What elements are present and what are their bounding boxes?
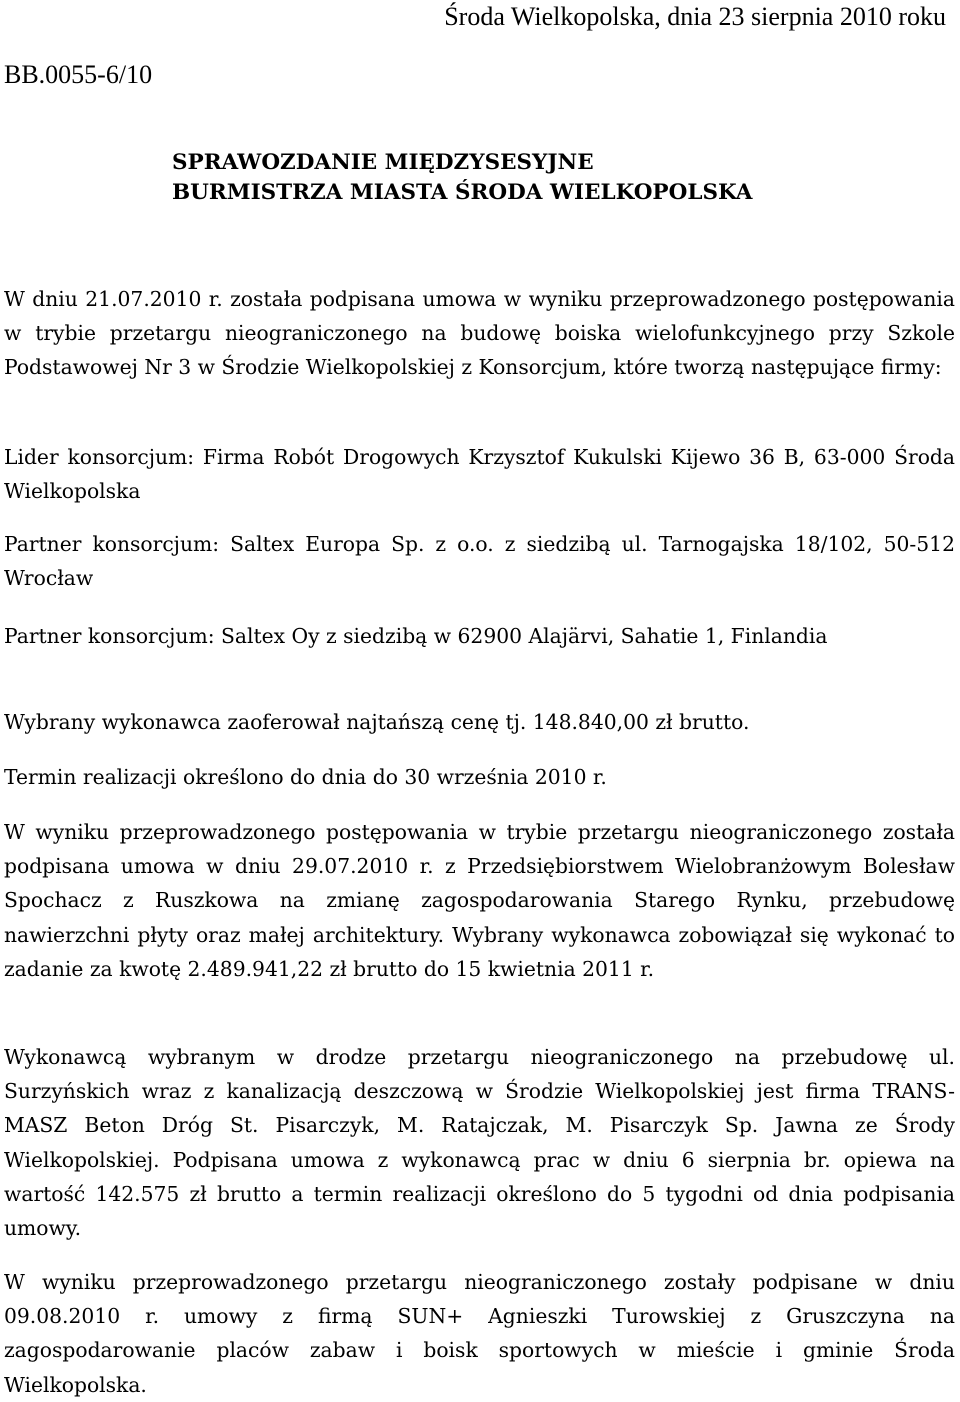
paragraph-street-reconstruction: Wykonawcą wybranym w drodze przetargu nieograniczonego na przebudowę ul. Surzyńskich wraz z kanalizacją deszczową w Środzie Wielkopolskiej jest firma TRANS-MASZ Beton Dróg St. Pisarczyk, M. Ratajczak, M. Pisarczyk Sp. Jawna ze Środy Wielkopolskiej. Podpisana umowa z wykonawcą prac w dniu 6 sierpnia br. opiewa na wartość 142.575 zł brutto a termin realizacji określono do 5 tygodni od dnia podpisania umowy. (4, 1045, 955, 1241)
paragraph-market-square-contract: W wyniku przeprowadzonego postępowania w trybie przetargu nieograniczonego została podpisana umowa w dniu 29.07.2010 r. z Przedsiębiorstwem Wielobranżowym Bolesław Spochacz z Ruszkowa na zmianę zagospodarowania Starego Rynku, przebudowę nawierzchni płyty oraz małej architektury. Wybrany wykonawca zobowiązał się wykonać to zadanie za kwotę 2.489.941,22 zł brutto do 15 kwietnia 2011 r. (4, 820, 955, 981)
paragraph-partner-saltex-oy: Partner konsorcjum: Saltex Oy z siedzibą w 62900 Alajärvi, Sahatie 1, Finlandia (4, 624, 828, 648)
reference-number: BB.0055-6/10 (4, 60, 153, 89)
paragraph-consortium-leader: Lider konsorcjum: Firma Robót Drogowych Krzysztof Kukulski Kijewo 36 B, 63-000 Środa Wielkopolska (4, 445, 955, 504)
paragraph-partner-saltex-europa: Partner konsorcjum: Saltex Europa Sp. z o.o. z siedzibą ul. Tarnogajska 18/102, 50-512 Wrocław (4, 532, 955, 591)
paragraph-price: Wybrany wykonawca zaoferował najtańszą cenę tj. 148.840,00 zł brutto. (4, 710, 750, 734)
document-title (172, 148, 752, 208)
title-line-1: SPRAWOZDANIE MIĘDZYSESYJNE (172, 150, 594, 175)
paragraph-deadline: Termin realizacji określono do dnia do 30 września 2010 r. (4, 765, 607, 789)
place-and-date: Środa Wielkopolska, dnia 23 sierpnia 2010 roku (444, 2, 946, 31)
paragraph-playgrounds-contract: W wyniku przeprowadzonego przetargu nieograniczonego zostały podpisane w dniu 09.08.2010 r. umowy z firmą SUN+ Agnieszki Turowskiej z Gruszczyna na zagospodarowanie placów zabaw i boisk sportowych w mieście i gminie Środa Wielkopolska. (4, 1270, 955, 1397)
title-line-2: BURMISTRZA MIASTA ŚRODA WIELKOPOLSKA (172, 180, 753, 205)
paragraph-contract-sports-field: W dniu 21.07.2010 r. została podpisana umowa w wyniku przeprowadzonego postępowania w trybie przetargu nieograniczonego na budowę boiska wielofunkcyjnego przy Szkole Podstawowej Nr 3 w Środzie Wielkopolskiej z Konsorcjum, które tworzą następujące firmy: (4, 287, 955, 380)
